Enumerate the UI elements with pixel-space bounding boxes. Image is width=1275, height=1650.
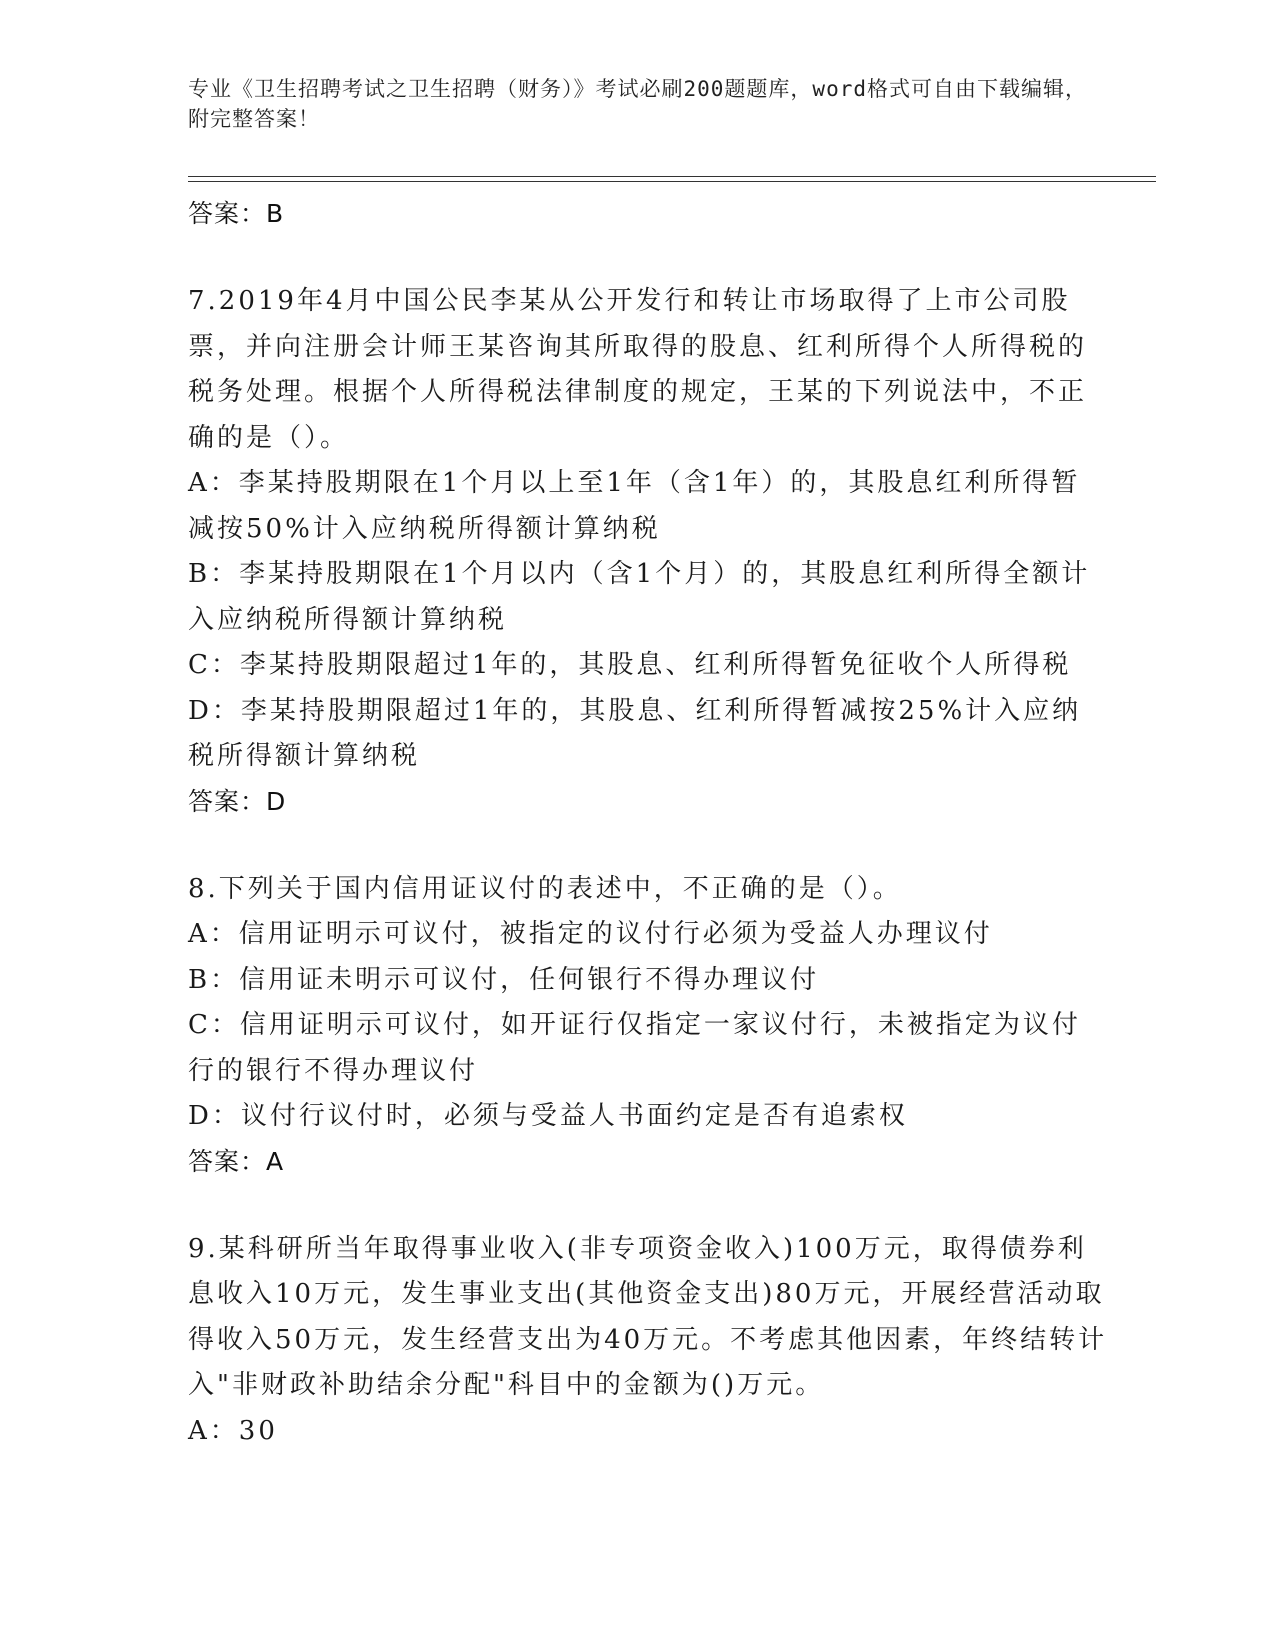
option-d: D：议付行议付时，必须与受益人书面约定是否有追索权 bbox=[188, 1101, 908, 1131]
spacer bbox=[188, 1184, 1108, 1227]
question-9 bbox=[188, 1227, 1108, 1455]
question-stem: 9.某科研所当年取得事业收入(非专项资金收入)100万元，取得债券利息收入10万元，发生事业支出(其他资金支出)80万元，开展经营活动取得收入50万元，发生经营支出为40万元。不考虑其他因素，年终结转计入"非财政补助结余分配"科目中的金额为()万元。 bbox=[188, 1233, 1108, 1400]
answer: 答案：A bbox=[188, 1146, 285, 1176]
option-a: A：李某持股期限在1个月以上至1年（含1年）的，其股息红利所得暂减按50%计入应纳税所得额计算纳税 bbox=[188, 468, 1081, 544]
page-header: 专业《卫生招聘考试之卫生招聘（财务）》考试必刷200题题库，word格式可自由下载编辑，附完整答案！ bbox=[188, 77, 1087, 131]
option-c: C：李某持股期限超过1年的，其股息、红利所得暂免征收个人所得税 bbox=[188, 650, 1072, 680]
option-a: A：信用证明示可议付，被指定的议付行必须为受益人办理议付 bbox=[188, 919, 993, 949]
previous-answer: 答案：B bbox=[188, 199, 285, 228]
option-a: A：30 bbox=[188, 1415, 278, 1446]
question-7 bbox=[188, 279, 1108, 824]
option-b: B：信用证未明示可议付，任何银行不得办理议付 bbox=[188, 964, 820, 995]
question-stem: 7.2019年4月中国公民李某从公开发行和转让市场取得了上市公司股票，并向注册会计师王某咨询其所取得的股息、红利所得个人所得税的税务处理。根据个人所得税法律制度的规定，王某的下列说法中，不正确的是（）。 bbox=[188, 286, 1088, 453]
answer: 答案：D bbox=[188, 786, 287, 816]
question-8 bbox=[188, 867, 1108, 1184]
option-d: D：李某持股期限超过1年的，其股息、红利所得暂减按25%计入应纳税所得额计算纳税 bbox=[188, 695, 1082, 771]
question-stem: 8.下列关于国内信用证议付的表述中，不正确的是（）。 bbox=[188, 873, 902, 904]
spacer bbox=[188, 236, 1108, 279]
option-b: B：李某持股期限在1个月以内（含1个月）的，其股息红利所得全额计入应纳税所得额计算纳税 bbox=[188, 559, 1091, 635]
spacer bbox=[188, 824, 1108, 867]
header-divider bbox=[188, 176, 1156, 182]
option-c: C：信用证明示可议付，如开证行仅指定一家议付行，未被指定为议付行的银行不得办理议付 bbox=[188, 1010, 1081, 1086]
question-list bbox=[188, 192, 1108, 1454]
